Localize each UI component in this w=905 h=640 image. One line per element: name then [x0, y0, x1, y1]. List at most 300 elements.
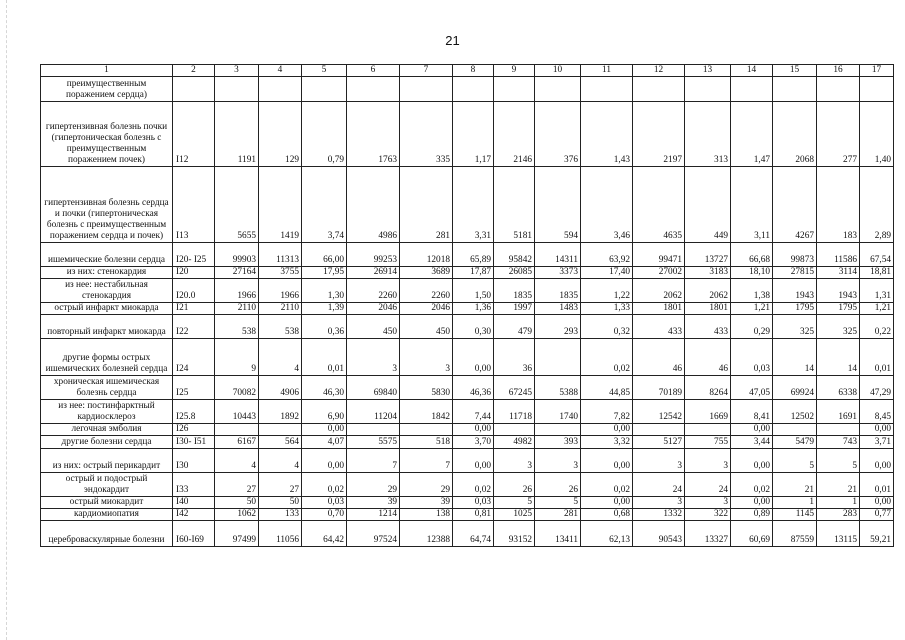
value-cell: 3 — [685, 449, 731, 473]
value-cell: 2110 — [215, 303, 259, 315]
value-cell: 3,31 — [453, 167, 494, 243]
value-cell: 66,00 — [302, 243, 347, 267]
table-row — [41, 424, 894, 436]
value-cell: 3 — [633, 497, 685, 509]
value-cell: 11313 — [259, 243, 302, 267]
value-cell: 3,71 — [860, 436, 894, 449]
value-cell: 1,17 — [453, 102, 494, 167]
value-cell: 11056 — [259, 521, 302, 547]
value-cell: 1691 — [817, 400, 860, 424]
value-cell: 29 — [400, 473, 453, 497]
value-cell: 0,00 — [302, 449, 347, 473]
value-cell: 29 — [347, 473, 400, 497]
value-cell: 538 — [215, 315, 259, 339]
value-cell: 3755 — [259, 267, 302, 279]
value-cell: 281 — [400, 167, 453, 243]
value-cell: 6,90 — [302, 400, 347, 424]
icd-code-cell: I33 — [173, 473, 215, 497]
icd-code-cell: I24 — [173, 339, 215, 376]
page-edge-line — [6, 0, 7, 640]
value-cell — [494, 424, 535, 436]
value-cell: 538 — [259, 315, 302, 339]
disease-name-cell: другие формы острых ишемических болезней сердца — [41, 339, 173, 376]
value-cell: 17,87 — [453, 267, 494, 279]
value-cell: 5 — [535, 497, 581, 509]
value-cell: 1,36 — [453, 303, 494, 315]
value-cell: 0,68 — [581, 509, 633, 521]
value-cell: 47,05 — [731, 376, 773, 400]
disease-name-cell: острый и подострый эндокардит — [41, 473, 173, 497]
value-cell: 14 — [817, 339, 860, 376]
value-cell: 2110 — [259, 303, 302, 315]
value-cell: 138 — [400, 509, 453, 521]
value-cell: 47,29 — [860, 376, 894, 400]
page-number: 21 — [445, 33, 460, 48]
icd-code-cell: I20.0 — [173, 279, 215, 303]
statistics-table — [40, 64, 894, 547]
icd-code-cell: I22 — [173, 315, 215, 339]
value-cell: 4,07 — [302, 436, 347, 449]
value-cell — [535, 339, 581, 376]
value-cell: 46 — [685, 339, 731, 376]
value-cell: 5830 — [400, 376, 453, 400]
value-cell — [259, 424, 302, 436]
value-cell: 133 — [259, 509, 302, 521]
value-cell: 60,69 — [731, 521, 773, 547]
value-cell: 27815 — [773, 267, 817, 279]
value-cell: 0,01 — [302, 339, 347, 376]
value-cell: 1,38 — [731, 279, 773, 303]
value-cell: 1801 — [685, 303, 731, 315]
value-cell: 1 — [817, 497, 860, 509]
value-cell: 13115 — [817, 521, 860, 547]
value-cell: 3,74 — [302, 167, 347, 243]
value-cell: 1 — [773, 497, 817, 509]
value-cell: 1191 — [215, 102, 259, 167]
value-cell: 1214 — [347, 509, 400, 521]
value-cell: 11718 — [494, 400, 535, 424]
value-cell: 3,46 — [581, 167, 633, 243]
value-cell: 3 — [535, 449, 581, 473]
value-cell — [817, 424, 860, 436]
value-cell: 5 — [773, 449, 817, 473]
disease-name-cell: цереброваскулярные болезни — [41, 521, 173, 547]
value-cell: 277 — [817, 102, 860, 167]
value-cell: 0,02 — [581, 473, 633, 497]
value-cell: 2146 — [494, 102, 535, 167]
value-cell: 3 — [633, 449, 685, 473]
value-cell: 2046 — [400, 303, 453, 315]
value-cell: 8264 — [685, 376, 731, 400]
disease-name-cell: острый инфаркт миокарда — [41, 303, 173, 315]
value-cell: 0,02 — [581, 339, 633, 376]
value-cell: 3 — [685, 497, 731, 509]
column-number: 7 — [400, 65, 453, 77]
value-cell — [685, 77, 731, 102]
value-cell: 0,00 — [581, 497, 633, 509]
value-cell: 281 — [535, 509, 581, 521]
value-cell: 3,70 — [453, 436, 494, 449]
value-cell: 46 — [633, 339, 685, 376]
value-cell: 450 — [347, 315, 400, 339]
value-cell: 433 — [633, 315, 685, 339]
value-cell: 44,85 — [581, 376, 633, 400]
value-cell — [535, 77, 581, 102]
value-cell: 2046 — [347, 303, 400, 315]
table-row — [41, 315, 894, 339]
value-cell: 433 — [685, 315, 731, 339]
column-number: 15 — [773, 65, 817, 77]
disease-name-cell: легочная эмболия — [41, 424, 173, 436]
value-cell: 3373 — [535, 267, 581, 279]
value-cell: 5127 — [633, 436, 685, 449]
column-number: 1 — [41, 65, 173, 77]
value-cell: 3 — [494, 449, 535, 473]
value-cell: 2062 — [685, 279, 731, 303]
value-cell: 1835 — [494, 279, 535, 303]
icd-code-cell: I12 — [173, 102, 215, 167]
value-cell: 183 — [817, 167, 860, 243]
value-cell: 17,40 — [581, 267, 633, 279]
value-cell: 1483 — [535, 303, 581, 315]
value-cell: 2062 — [633, 279, 685, 303]
column-number: 4 — [259, 65, 302, 77]
icd-code-cell — [173, 77, 215, 102]
value-cell: 13727 — [685, 243, 731, 267]
value-cell: 1835 — [535, 279, 581, 303]
value-cell: 5479 — [773, 436, 817, 449]
value-cell: 39 — [400, 497, 453, 509]
value-cell: 8,41 — [731, 400, 773, 424]
value-cell: 4982 — [494, 436, 535, 449]
value-cell: 518 — [400, 436, 453, 449]
value-cell: 95842 — [494, 243, 535, 267]
icd-code-cell: I30 — [173, 449, 215, 473]
value-cell: 39 — [347, 497, 400, 509]
column-number: 3 — [215, 65, 259, 77]
column-number: 2 — [173, 65, 215, 77]
value-cell: 1145 — [773, 509, 817, 521]
value-cell: 3183 — [685, 267, 731, 279]
value-cell: 7 — [400, 449, 453, 473]
value-cell: 1997 — [494, 303, 535, 315]
value-cell: 1892 — [259, 400, 302, 424]
value-cell: 0,01 — [860, 473, 894, 497]
value-cell: 393 — [535, 436, 581, 449]
value-cell — [400, 77, 453, 102]
value-cell: 64,74 — [453, 521, 494, 547]
value-cell: 5 — [817, 449, 860, 473]
value-cell: 27 — [259, 473, 302, 497]
value-cell: 46,30 — [302, 376, 347, 400]
value-cell: 3,44 — [731, 436, 773, 449]
value-cell: 0,00 — [731, 424, 773, 436]
value-cell: 1795 — [817, 303, 860, 315]
value-cell: 1763 — [347, 102, 400, 167]
value-cell — [535, 424, 581, 436]
value-cell: 0,00 — [860, 497, 894, 509]
value-cell: 27002 — [633, 267, 685, 279]
table-row — [41, 279, 894, 303]
value-cell: 2260 — [400, 279, 453, 303]
value-cell: 12388 — [400, 521, 453, 547]
column-number: 11 — [581, 65, 633, 77]
disease-name-cell: хроническая ишемическая болезнь сердца — [41, 376, 173, 400]
value-cell: 26 — [494, 473, 535, 497]
disease-name-cell: острый миокардит — [41, 497, 173, 509]
value-cell: 13327 — [685, 521, 731, 547]
value-cell: 50 — [259, 497, 302, 509]
value-cell: 0,00 — [453, 424, 494, 436]
value-cell: 7 — [347, 449, 400, 473]
table-row — [41, 303, 894, 315]
value-cell: 0,02 — [731, 473, 773, 497]
value-cell: 449 — [685, 167, 731, 243]
value-cell: 1,30 — [302, 279, 347, 303]
value-cell: 26085 — [494, 267, 535, 279]
value-cell: 69840 — [347, 376, 400, 400]
value-cell: 14311 — [535, 243, 581, 267]
value-cell: 1,22 — [581, 279, 633, 303]
value-cell: 14 — [773, 339, 817, 376]
value-cell: 65,89 — [453, 243, 494, 267]
value-cell: 0,03 — [731, 339, 773, 376]
value-cell: 1,43 — [581, 102, 633, 167]
column-number: 14 — [731, 65, 773, 77]
value-cell: 335 — [400, 102, 453, 167]
value-cell: 11204 — [347, 400, 400, 424]
value-cell: 0,32 — [581, 315, 633, 339]
icd-code-cell: I20 — [173, 267, 215, 279]
value-cell — [731, 77, 773, 102]
value-cell: 59,21 — [860, 521, 894, 547]
column-number: 9 — [494, 65, 535, 77]
table-row — [41, 339, 894, 376]
value-cell: 479 — [494, 315, 535, 339]
table-row — [41, 376, 894, 400]
value-cell: 1740 — [535, 400, 581, 424]
value-cell: 9 — [215, 339, 259, 376]
value-cell — [259, 77, 302, 102]
value-cell: 0,00 — [581, 449, 633, 473]
disease-name-cell: из нее: постинфарктный кардиосклероз — [41, 400, 173, 424]
icd-code-cell: I13 — [173, 167, 215, 243]
value-cell — [400, 424, 453, 436]
value-cell: 0,01 — [860, 339, 894, 376]
column-number: 6 — [347, 65, 400, 77]
value-cell: 1062 — [215, 509, 259, 521]
value-cell: 755 — [685, 436, 731, 449]
value-cell: 1,21 — [860, 303, 894, 315]
value-cell: 322 — [685, 509, 731, 521]
value-cell — [860, 77, 894, 102]
value-cell — [302, 77, 347, 102]
value-cell: 21 — [773, 473, 817, 497]
value-cell: 18,10 — [731, 267, 773, 279]
value-cell: 0,70 — [302, 509, 347, 521]
value-cell: 0,03 — [302, 497, 347, 509]
value-cell: 99253 — [347, 243, 400, 267]
disease-name-cell: из нее: нестабильная стенокардия — [41, 279, 173, 303]
value-cell: 1966 — [215, 279, 259, 303]
value-cell: 325 — [773, 315, 817, 339]
column-number: 13 — [685, 65, 731, 77]
value-cell: 5388 — [535, 376, 581, 400]
value-cell: 0,00 — [453, 449, 494, 473]
value-cell: 4906 — [259, 376, 302, 400]
value-cell: 99471 — [633, 243, 685, 267]
value-cell — [685, 424, 731, 436]
disease-name-cell: из них: острый перикардит — [41, 449, 173, 473]
value-cell: 70082 — [215, 376, 259, 400]
value-cell: 1,47 — [731, 102, 773, 167]
icd-code-cell: I42 — [173, 509, 215, 521]
value-cell: 4 — [259, 449, 302, 473]
value-cell — [453, 77, 494, 102]
value-cell: 3689 — [400, 267, 453, 279]
value-cell: 11586 — [817, 243, 860, 267]
value-cell — [817, 77, 860, 102]
icd-code-cell: I26 — [173, 424, 215, 436]
value-cell: 1966 — [259, 279, 302, 303]
value-cell: 1,31 — [860, 279, 894, 303]
value-cell: 62,13 — [581, 521, 633, 547]
value-cell: 0,36 — [302, 315, 347, 339]
value-cell: 24 — [633, 473, 685, 497]
value-cell: 5181 — [494, 167, 535, 243]
value-cell: 10443 — [215, 400, 259, 424]
disease-name-cell: повторный инфаркт миокарда — [41, 315, 173, 339]
value-cell: 8,45 — [860, 400, 894, 424]
value-cell: 1,39 — [302, 303, 347, 315]
table-row — [41, 243, 894, 267]
value-cell: 0,00 — [860, 424, 894, 436]
value-cell: 24 — [685, 473, 731, 497]
value-cell: 63,92 — [581, 243, 633, 267]
value-cell: 1669 — [685, 400, 731, 424]
value-cell — [773, 424, 817, 436]
icd-code-cell: I20- I25 — [173, 243, 215, 267]
value-cell: 743 — [817, 436, 860, 449]
value-cell: 2197 — [633, 102, 685, 167]
table-row — [41, 400, 894, 424]
table-row — [41, 509, 894, 521]
value-cell: 0,00 — [860, 449, 894, 473]
value-cell: 12018 — [400, 243, 453, 267]
value-cell — [581, 77, 633, 102]
value-cell: 17,95 — [302, 267, 347, 279]
value-cell: 12542 — [633, 400, 685, 424]
column-number: 17 — [860, 65, 894, 77]
value-cell: 69924 — [773, 376, 817, 400]
value-cell: 21 — [817, 473, 860, 497]
value-cell: 2260 — [347, 279, 400, 303]
disease-name-cell: гипертензивная болезнь почки (гипертоническая болезнь с преимущественным поражением почек) — [41, 102, 173, 167]
value-cell: 5575 — [347, 436, 400, 449]
value-cell: 13411 — [535, 521, 581, 547]
value-cell: 129 — [259, 102, 302, 167]
table-row — [41, 167, 894, 243]
column-number: 5 — [302, 65, 347, 77]
table-row — [41, 497, 894, 509]
value-cell: 93152 — [494, 521, 535, 547]
value-cell: 1025 — [494, 509, 535, 521]
value-cell: 0,29 — [731, 315, 773, 339]
value-cell: 3,32 — [581, 436, 633, 449]
value-cell: 90543 — [633, 521, 685, 547]
value-cell: 1419 — [259, 167, 302, 243]
value-cell: 27164 — [215, 267, 259, 279]
value-cell: 64,42 — [302, 521, 347, 547]
value-cell: 5655 — [215, 167, 259, 243]
value-cell: 2,89 — [860, 167, 894, 243]
value-cell: 4635 — [633, 167, 685, 243]
table-row — [41, 521, 894, 547]
value-cell: 70189 — [633, 376, 685, 400]
value-cell: 67,54 — [860, 243, 894, 267]
column-number: 8 — [453, 65, 494, 77]
value-cell: 4267 — [773, 167, 817, 243]
icd-code-cell: I25 — [173, 376, 215, 400]
value-cell: 0,00 — [453, 339, 494, 376]
table-row — [41, 436, 894, 449]
value-cell: 0,89 — [731, 509, 773, 521]
value-cell: 0,81 — [453, 509, 494, 521]
value-cell: 376 — [535, 102, 581, 167]
value-cell — [347, 424, 400, 436]
value-cell: 0,79 — [302, 102, 347, 167]
value-cell: 0,00 — [731, 449, 773, 473]
value-cell: 5 — [494, 497, 535, 509]
value-cell: 0,00 — [302, 424, 347, 436]
disease-name-cell: ишемические болезни сердца — [41, 243, 173, 267]
disease-name-cell: кардиомиопатия — [41, 509, 173, 521]
value-cell: 12502 — [773, 400, 817, 424]
value-cell: 26 — [535, 473, 581, 497]
value-cell — [215, 424, 259, 436]
value-cell: 293 — [535, 315, 581, 339]
value-cell: 0,30 — [453, 315, 494, 339]
value-cell: 283 — [817, 509, 860, 521]
table-row — [41, 77, 894, 102]
column-number: 10 — [535, 65, 581, 77]
column-number-row — [41, 65, 894, 77]
column-number: 12 — [633, 65, 685, 77]
value-cell — [347, 77, 400, 102]
value-cell: 3 — [400, 339, 453, 376]
value-cell: 0,22 — [860, 315, 894, 339]
value-cell: 97524 — [347, 521, 400, 547]
value-cell: 67245 — [494, 376, 535, 400]
disease-name-cell: другие болезни сердца — [41, 436, 173, 449]
value-cell — [215, 77, 259, 102]
value-cell: 450 — [400, 315, 453, 339]
value-cell: 3 — [347, 339, 400, 376]
value-cell: 0,77 — [860, 509, 894, 521]
value-cell: 1801 — [633, 303, 685, 315]
value-cell: 564 — [259, 436, 302, 449]
value-cell: 1,40 — [860, 102, 894, 167]
value-cell: 594 — [535, 167, 581, 243]
value-cell — [494, 77, 535, 102]
icd-code-cell: I40 — [173, 497, 215, 509]
value-cell — [633, 77, 685, 102]
value-cell: 46,36 — [453, 376, 494, 400]
value-cell: 66,68 — [731, 243, 773, 267]
disease-name-cell: гипертензивная болезнь сердца и почки (гипертоническая болезнь с преимущественным поражением сердца и почек) — [41, 167, 173, 243]
value-cell: 0,02 — [302, 473, 347, 497]
value-cell: 0,03 — [453, 497, 494, 509]
